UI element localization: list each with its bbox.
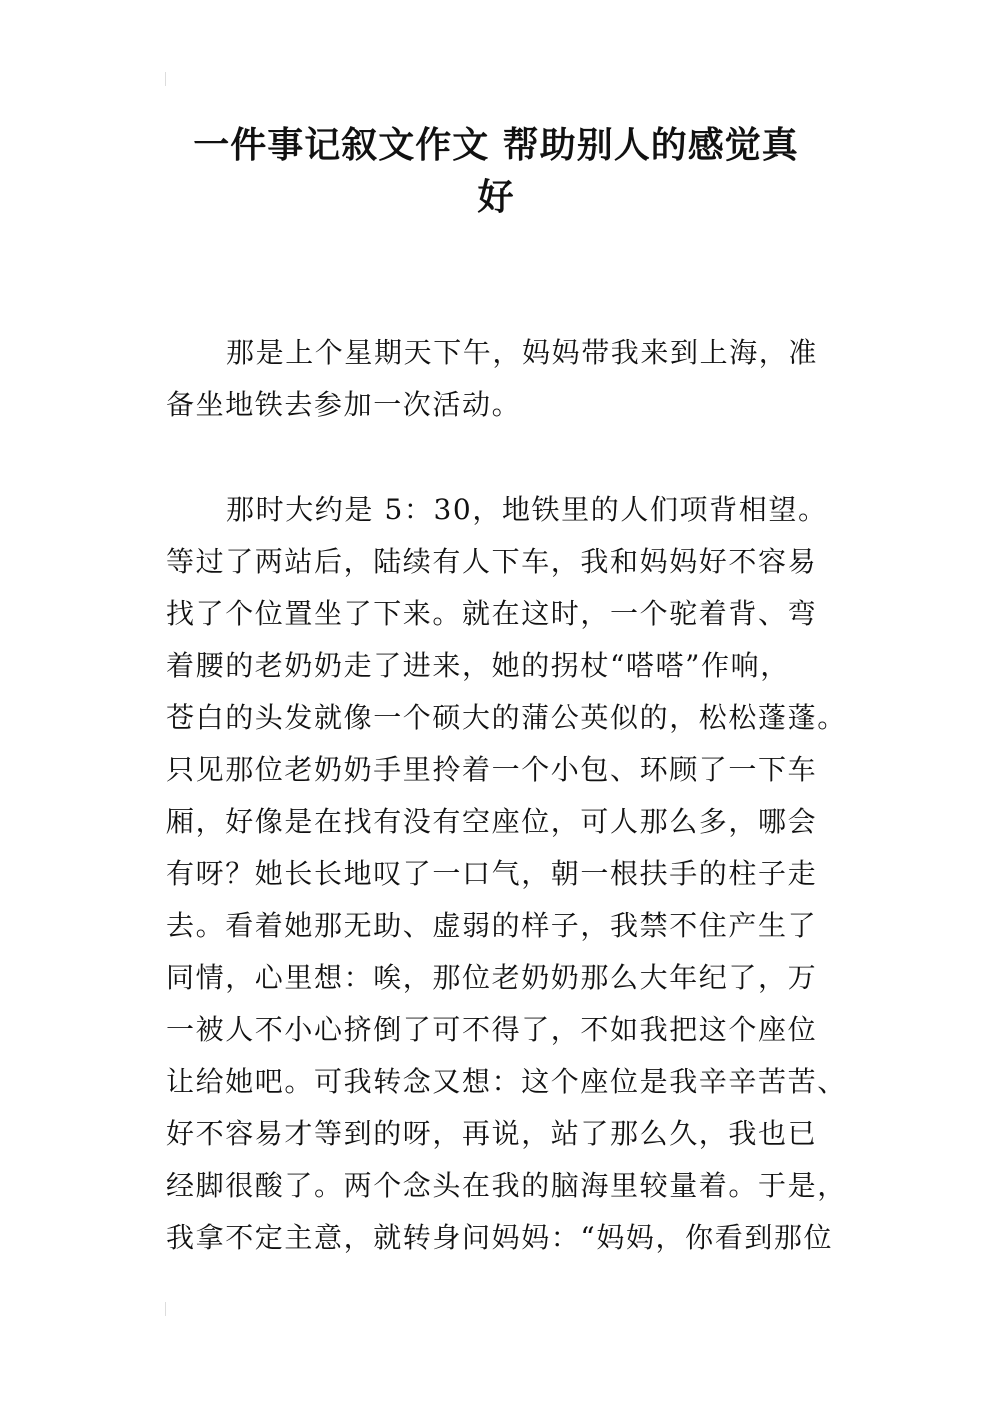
paragraph-line: 找了个位置坐了下来。就在这时，一个驼着背、弯 xyxy=(166,597,818,630)
paragraph-line: 同情，心里想：唉，那位老奶奶那么大年纪了，万 xyxy=(166,961,818,994)
paragraph-line: 我拿不定主意，就转身问妈妈：“妈妈，你看到那位 xyxy=(166,1221,834,1254)
paragraph-line: 等过了两站后，陆续有人下车，我和妈妈好不容易 xyxy=(166,545,818,578)
document-title-line-1: 一件事记叙文作文 帮助别人的感觉真 xyxy=(193,125,799,166)
paragraph-line: 那是上个星期天下午，妈妈带我来到上海，准 xyxy=(226,336,819,369)
document-title-line-2: 好 xyxy=(477,177,515,218)
paragraph-line: 一被人不小心挤倒了可不得了，不如我把这个座位 xyxy=(166,1013,818,1046)
page-margin-mark xyxy=(165,1302,166,1316)
paragraph-line: 有呀？她长长地叹了一口气，朝一根扶手的柱子走 xyxy=(166,857,818,890)
paragraph-line: 好不容易才等到的呀，再说，站了那么久，我也已 xyxy=(166,1117,818,1150)
page-margin-mark xyxy=(165,72,166,86)
paragraph-line: 去。看着她那无助、虚弱的样子，我禁不住产生了 xyxy=(166,909,818,942)
paragraph-line: 备坐地铁去参加一次活动。 xyxy=(166,388,522,421)
paragraph-line: 苍白的头发就像一个硕大的蒲公英似的，松松蓬蓬。 xyxy=(166,701,847,734)
paragraph-line: 只见那位老奶奶手里拎着一个小包、环顾了一下车 xyxy=(166,753,818,786)
paragraph-line: 厢，好像是在找有没有空座位，可人那么多，哪会 xyxy=(166,805,818,838)
paragraph-line: 让给她吧。可我转念又想：这个座位是我辛辛苦苦、 xyxy=(166,1065,847,1098)
paragraph-line: 经脚很酸了。两个念头在我的脑海里较量着。于是， xyxy=(166,1169,847,1202)
paragraph-line: 那时大约是 5：30，地铁里的人们项背相望。 xyxy=(226,493,828,526)
paragraph-line: 着腰的老奶奶走了进来，她的拐杖“嗒嗒”作响， xyxy=(166,649,790,682)
